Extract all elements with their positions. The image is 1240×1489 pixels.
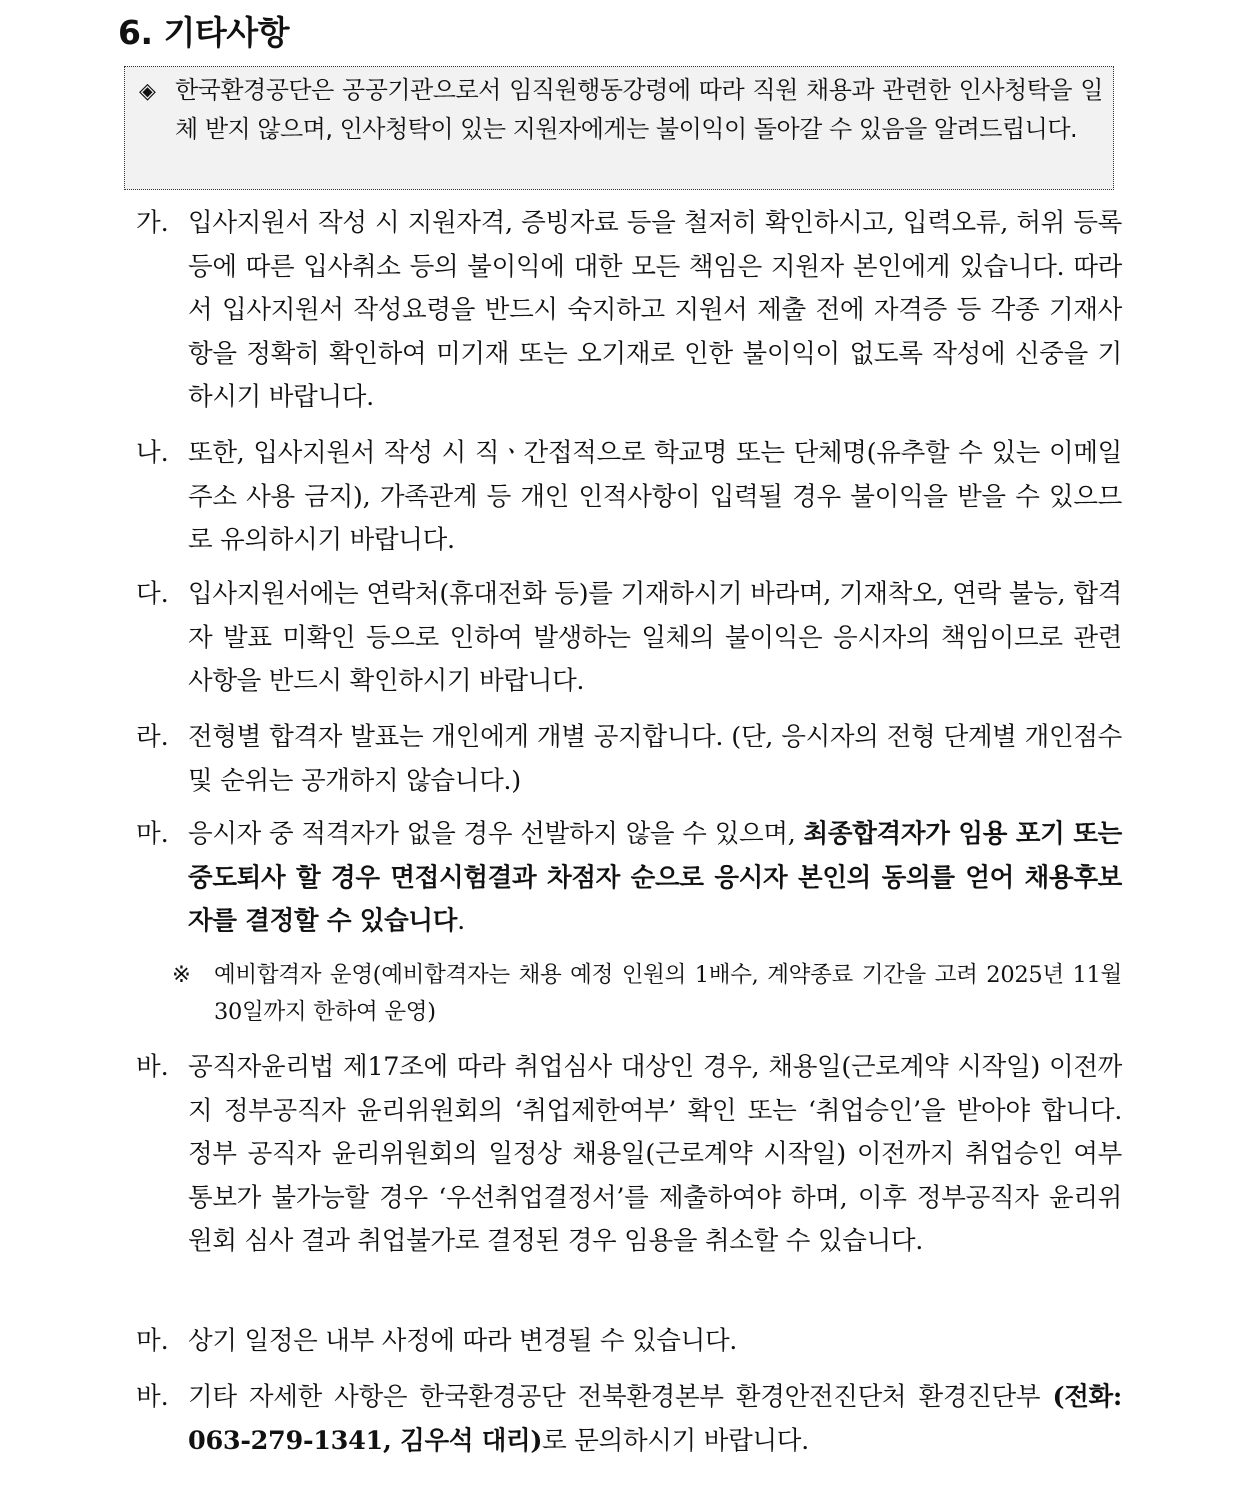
item-text-tail: 로 문의하시기 바랍니다. <box>542 1425 809 1456</box>
item-text: 전형별 합격자 발표는 개인에게 개별 공지합니다. (단, 응시자의 전형 단계별 개인점수 및 순위는 공개하지 않습니다.) <box>188 722 1122 796</box>
item-text-plain: 기타 자세한 사항은 한국환경공단 전북환경본부 환경안전진단처 환경진단부 <box>188 1382 1053 1412</box>
item-text-plain: 응시자 중 적격자가 없을 경우 선발하지 않을 수 있으며, <box>188 819 804 849</box>
item-text <box>188 1376 1122 1463</box>
item-label: 라. <box>136 722 169 752</box>
note-text: 예비합격자 운영(예비합격자는 채용 예정 인원의 1배수, 계약종료 기간을 고려 2025년 11월 30일까지 한하여 운영) <box>214 962 1122 1025</box>
reference-mark-icon: ※ <box>172 962 191 988</box>
notice-box <box>124 66 1114 190</box>
item-label: 나. <box>136 438 169 468</box>
item-label: 마. <box>136 1326 169 1356</box>
item-text: 입사지원서에는 연락처(휴대전화 등)를 기재하시기 바라며, 기재착오, 연락 불능, 합격자 발표 미확인 등으로 인하여 발생하는 일체의 불이익은 응시자의 책임이므로 관련 사항을 반드시 확인하시기 바랍니다. <box>188 579 1122 696</box>
section-title: 6. 기타사항 <box>118 13 289 52</box>
item-label: 바. <box>136 1382 169 1412</box>
item-label: 가. <box>136 208 169 238</box>
item-label: 바. <box>136 1052 169 1082</box>
item-text <box>188 813 1122 944</box>
item-text-tail: . <box>457 906 465 936</box>
item-label: 다. <box>136 579 169 609</box>
item-label: 마. <box>136 819 169 849</box>
item-text: 입사지원서 작성 시 지원자격, 증빙자료 등을 철저히 확인하시고, 입력오류, 허위 등록 등에 따른 입사취소 등의 불이익에 대한 모든 책임은 지원자 본인에게 있습니다. 따라서 입사지원서 작성요령을 반드시 숙지하고 지원서 제출 전에 자격증 등 각종 기재사항을 정확히 확인하여 미기재 또는 오기재로 인한 불이익이 없도록 작성에 신중을 기하시기 바랍니다. <box>188 208 1122 412</box>
item-text-emphasis: 최종합격자가 임용 포기 또는 중도퇴사 할 경우 면접시험결과 차점자 순으로 응시자 본인의 동의를 얻어 채용후보자를 결정할 수 있습니다 <box>188 819 1122 936</box>
notice-text: 한국환경공단은 공공기관으로서 임직원행동강령에 따라 직원 채용과 관련한 인사청탁을 일체 받지 않으며, 인사청탁이 있는 지원자에게는 불이익이 돌아갈 수 있음을 알려드립니다. <box>175 76 1103 143</box>
contact-info: (전화: 063-279-1341, 김우석 대리) <box>188 1382 1122 1456</box>
item-text: 상기 일정은 내부 사정에 따라 변경될 수 있습니다. <box>188 1326 738 1356</box>
diamond-bullet-icon: ◈ <box>139 79 156 104</box>
item-text: 공직자윤리법 제17조에 따라 취업심사 대상인 경우, 채용일(근로계약 시작일) 이전까지 정부공직자 윤리위원회의 ‘취업제한여부’ 확인 또는 ‘취업승인’을 받아야 합니다. 정부 공직자 윤리위원회의 일정상 채용일(근로계약 시작일) 이전까지 취업승인 여부 통보가 불가능할 경우 ‘우선취업결정서’를 제출하여야 하며, 이후 정부공직자 윤리위원회 심사 결과 취업불가로 결정된 경우 임용을 취소할 수 있습니다. <box>188 1052 1122 1256</box>
item-text: 또한, 입사지원서 작성 시 직ㆍ간접적으로 학교명 또는 단체명(유추할 수 있는 이메일 주소 사용 금지), 가족관계 등 개인 인적사항이 입력될 경우 불이익을 받을 수 있으므로 유의하시기 바랍니다. <box>188 438 1122 555</box>
